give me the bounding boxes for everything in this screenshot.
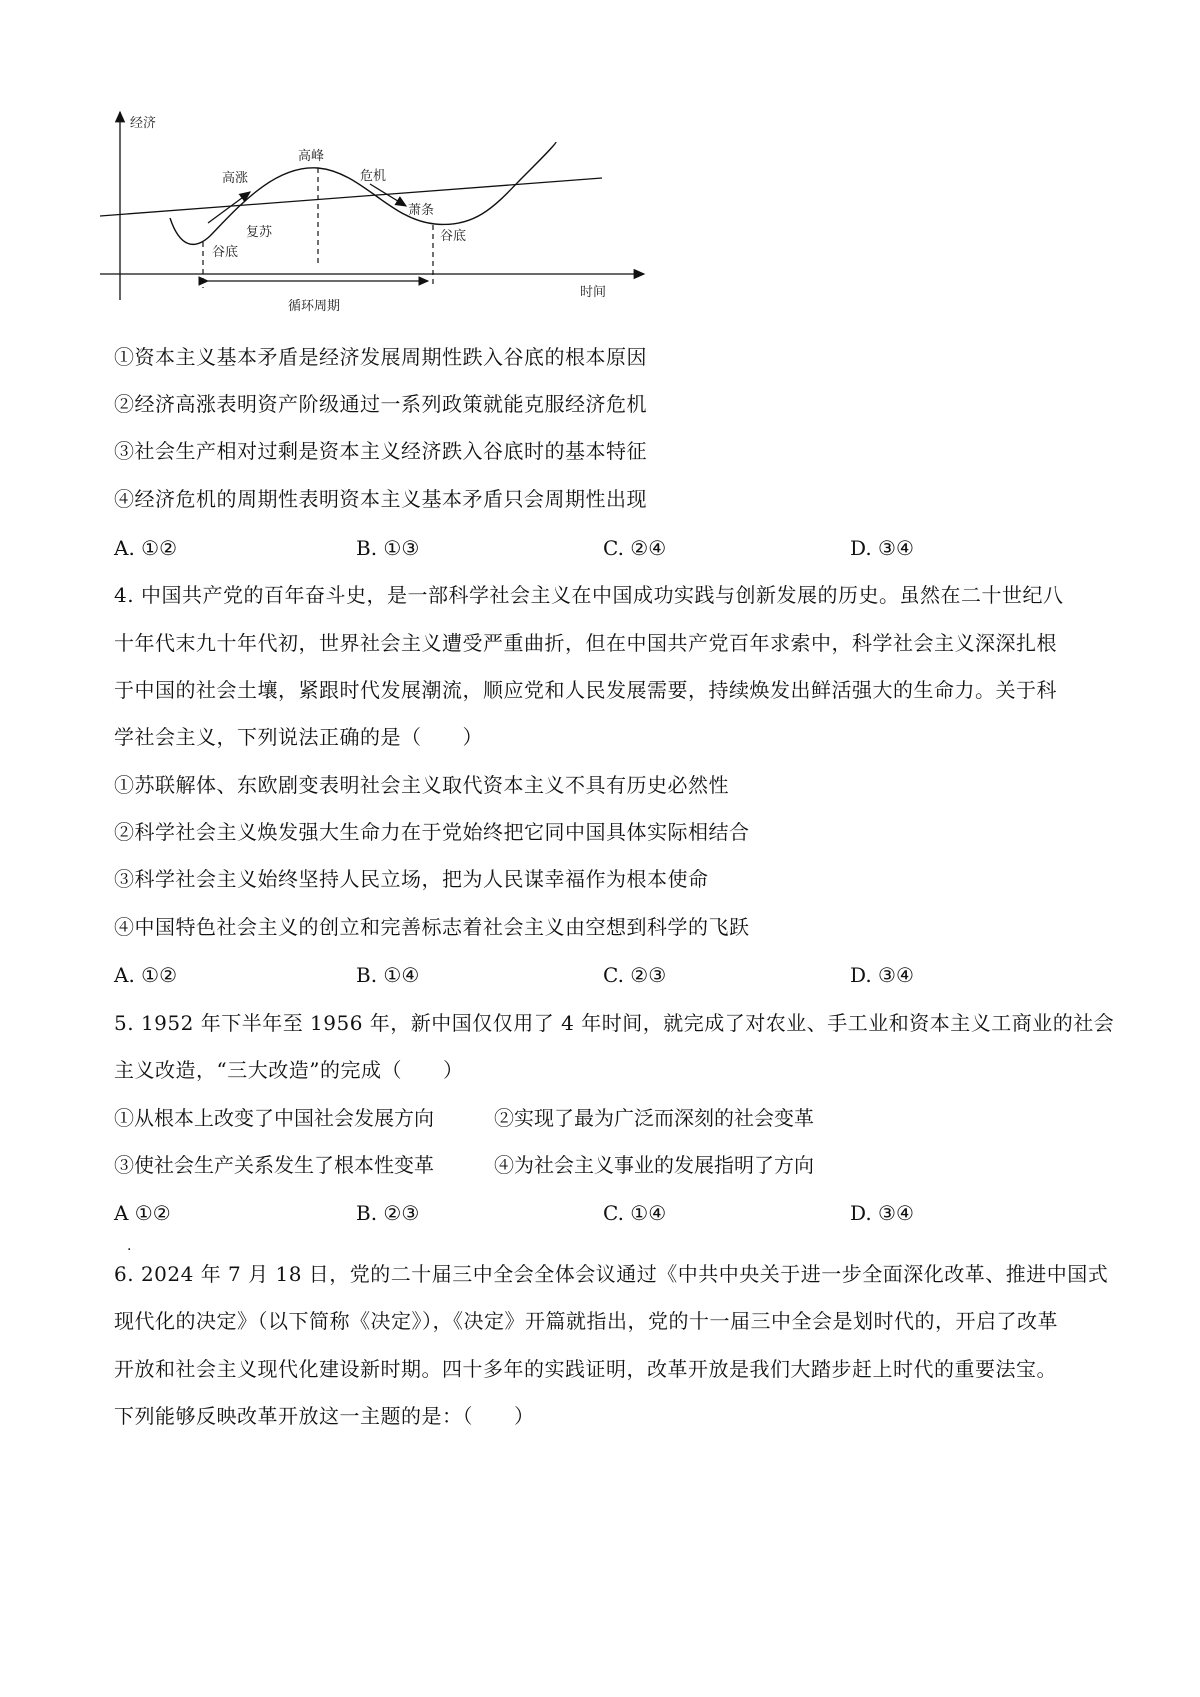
- q5-stem-line: 主义改造，“三大改造”的完成（ ）: [114, 1058, 464, 1082]
- q6-stem-line: 下列能够反映改革开放这一主题的是：（ ）: [114, 1404, 535, 1428]
- q4-option-a[interactable]: A. ①②: [114, 963, 178, 987]
- q5-option-c[interactable]: C. ①④: [603, 1201, 667, 1225]
- peak-label: 高峰: [298, 149, 325, 164]
- q3-item: ②经济高涨表明资产阶级通过一系列政策就能克服经济危机: [114, 392, 647, 416]
- q3-item: ①资本主义基本矛盾是经济发展周期性跌入谷底的根本原因: [114, 345, 647, 369]
- q6-stem-line: 现代化的决定》（以下简称《决定》），《决定》开篇就指出，党的十一届三中全会是划时代的，开启了改革: [114, 1309, 1058, 1333]
- q5-option-d[interactable]: D. ③④: [850, 1201, 914, 1225]
- q4-stem-line: 十年代末九十年代初，世界社会主义遭受严重曲折，但在中国共产党百年求索中，科学社会主义深深扎根: [114, 631, 1057, 655]
- q4-option-b[interactable]: B. ①④: [356, 963, 420, 987]
- economic-cycle-diagram: [100, 110, 720, 320]
- q4-item: ①苏联解体、东欧剧变表明社会主义取代资本主义不具有历史必然性: [114, 773, 729, 797]
- q4-option-d[interactable]: D. ③④: [850, 963, 914, 987]
- trough-right-label: 谷底: [440, 229, 467, 244]
- q5-item: ④为社会主义事业的发展指明了方向: [494, 1153, 814, 1177]
- q4-stem-line: 于中国的社会土壤，紧跟时代发展潮流，顺应党和人民发展需要，持续焕发出鲜活强大的生命力。关于科: [114, 678, 1057, 702]
- q6-stem-line: 6. 2024 年 7 月 18 日，党的二十届三中全会全体会议通过《中共中央关于进一步全面深化改革、推进中国式: [114, 1262, 1109, 1286]
- q6-stem-line: 开放和社会主义现代化建设新时期。四十多年的实践证明，改革开放是我们大踏步赶上时代的重要法宝。: [114, 1357, 1057, 1381]
- trough-left-label: 谷底: [212, 245, 239, 260]
- q5-stem-line: 5. 1952 年下半年至 1956 年，新中国仅仅用了 4 年时间，就完成了对农业、手工业和资本主义工商业的社会: [114, 1011, 1115, 1035]
- decorative-dot: ·: [127, 1242, 132, 1258]
- boom-label: 高涨: [222, 171, 249, 186]
- x-axis-label: 时间: [580, 285, 607, 300]
- q5-item: ①从根本上改变了中国社会发展方向: [114, 1106, 434, 1130]
- q5-option-a[interactable]: A ①②: [114, 1201, 171, 1225]
- q5-item: ②实现了最为广泛而深刻的社会变革: [494, 1106, 814, 1130]
- q3-item: ③社会生产相对过剩是资本主义经济跌入谷底时的基本特征: [114, 439, 647, 463]
- recovery-label: 复苏: [246, 225, 273, 240]
- q3-option-b[interactable]: B. ①③: [356, 536, 420, 560]
- q3-option-d[interactable]: D. ③④: [850, 536, 914, 560]
- q5-item: ③使社会生产关系发生了根本性变革: [114, 1153, 434, 1177]
- q3-option-c[interactable]: C. ②④: [603, 536, 667, 560]
- q4-option-c[interactable]: C. ②③: [603, 963, 667, 987]
- trend-line: [100, 178, 602, 216]
- q4-item: ④中国特色社会主义的创立和完善标志着社会主义由空想到科学的飞跃: [114, 915, 750, 939]
- cycle-period-label: 循环周期: [288, 299, 341, 314]
- cycle-curve: [170, 142, 556, 244]
- q4-item: ③科学社会主义始终坚持人民立场，把为人民谋幸福作为根本使命: [114, 867, 709, 891]
- q3-item: ④经济危机的周期性表明资本主义基本矛盾只会周期性出现: [114, 487, 647, 511]
- q4-stem-line: 学社会主义，下列说法正确的是（ ）: [114, 725, 483, 749]
- q5-option-b[interactable]: B. ②③: [356, 1201, 420, 1225]
- q4-stem-line: 4. 中国共产党的百年奋斗史，是一部科学社会主义在中国成功实践与创新发展的历史。虽然在二十世纪八: [114, 583, 1064, 607]
- crisis-label: 危机: [360, 169, 387, 184]
- q3-option-a[interactable]: A. ①②: [114, 536, 178, 560]
- y-axis-label: 经济: [130, 116, 157, 131]
- q4-item: ②科学社会主义焕发强大生命力在于党始终把它同中国具体实际相结合: [114, 820, 750, 844]
- depression-label: 萧条: [408, 203, 435, 218]
